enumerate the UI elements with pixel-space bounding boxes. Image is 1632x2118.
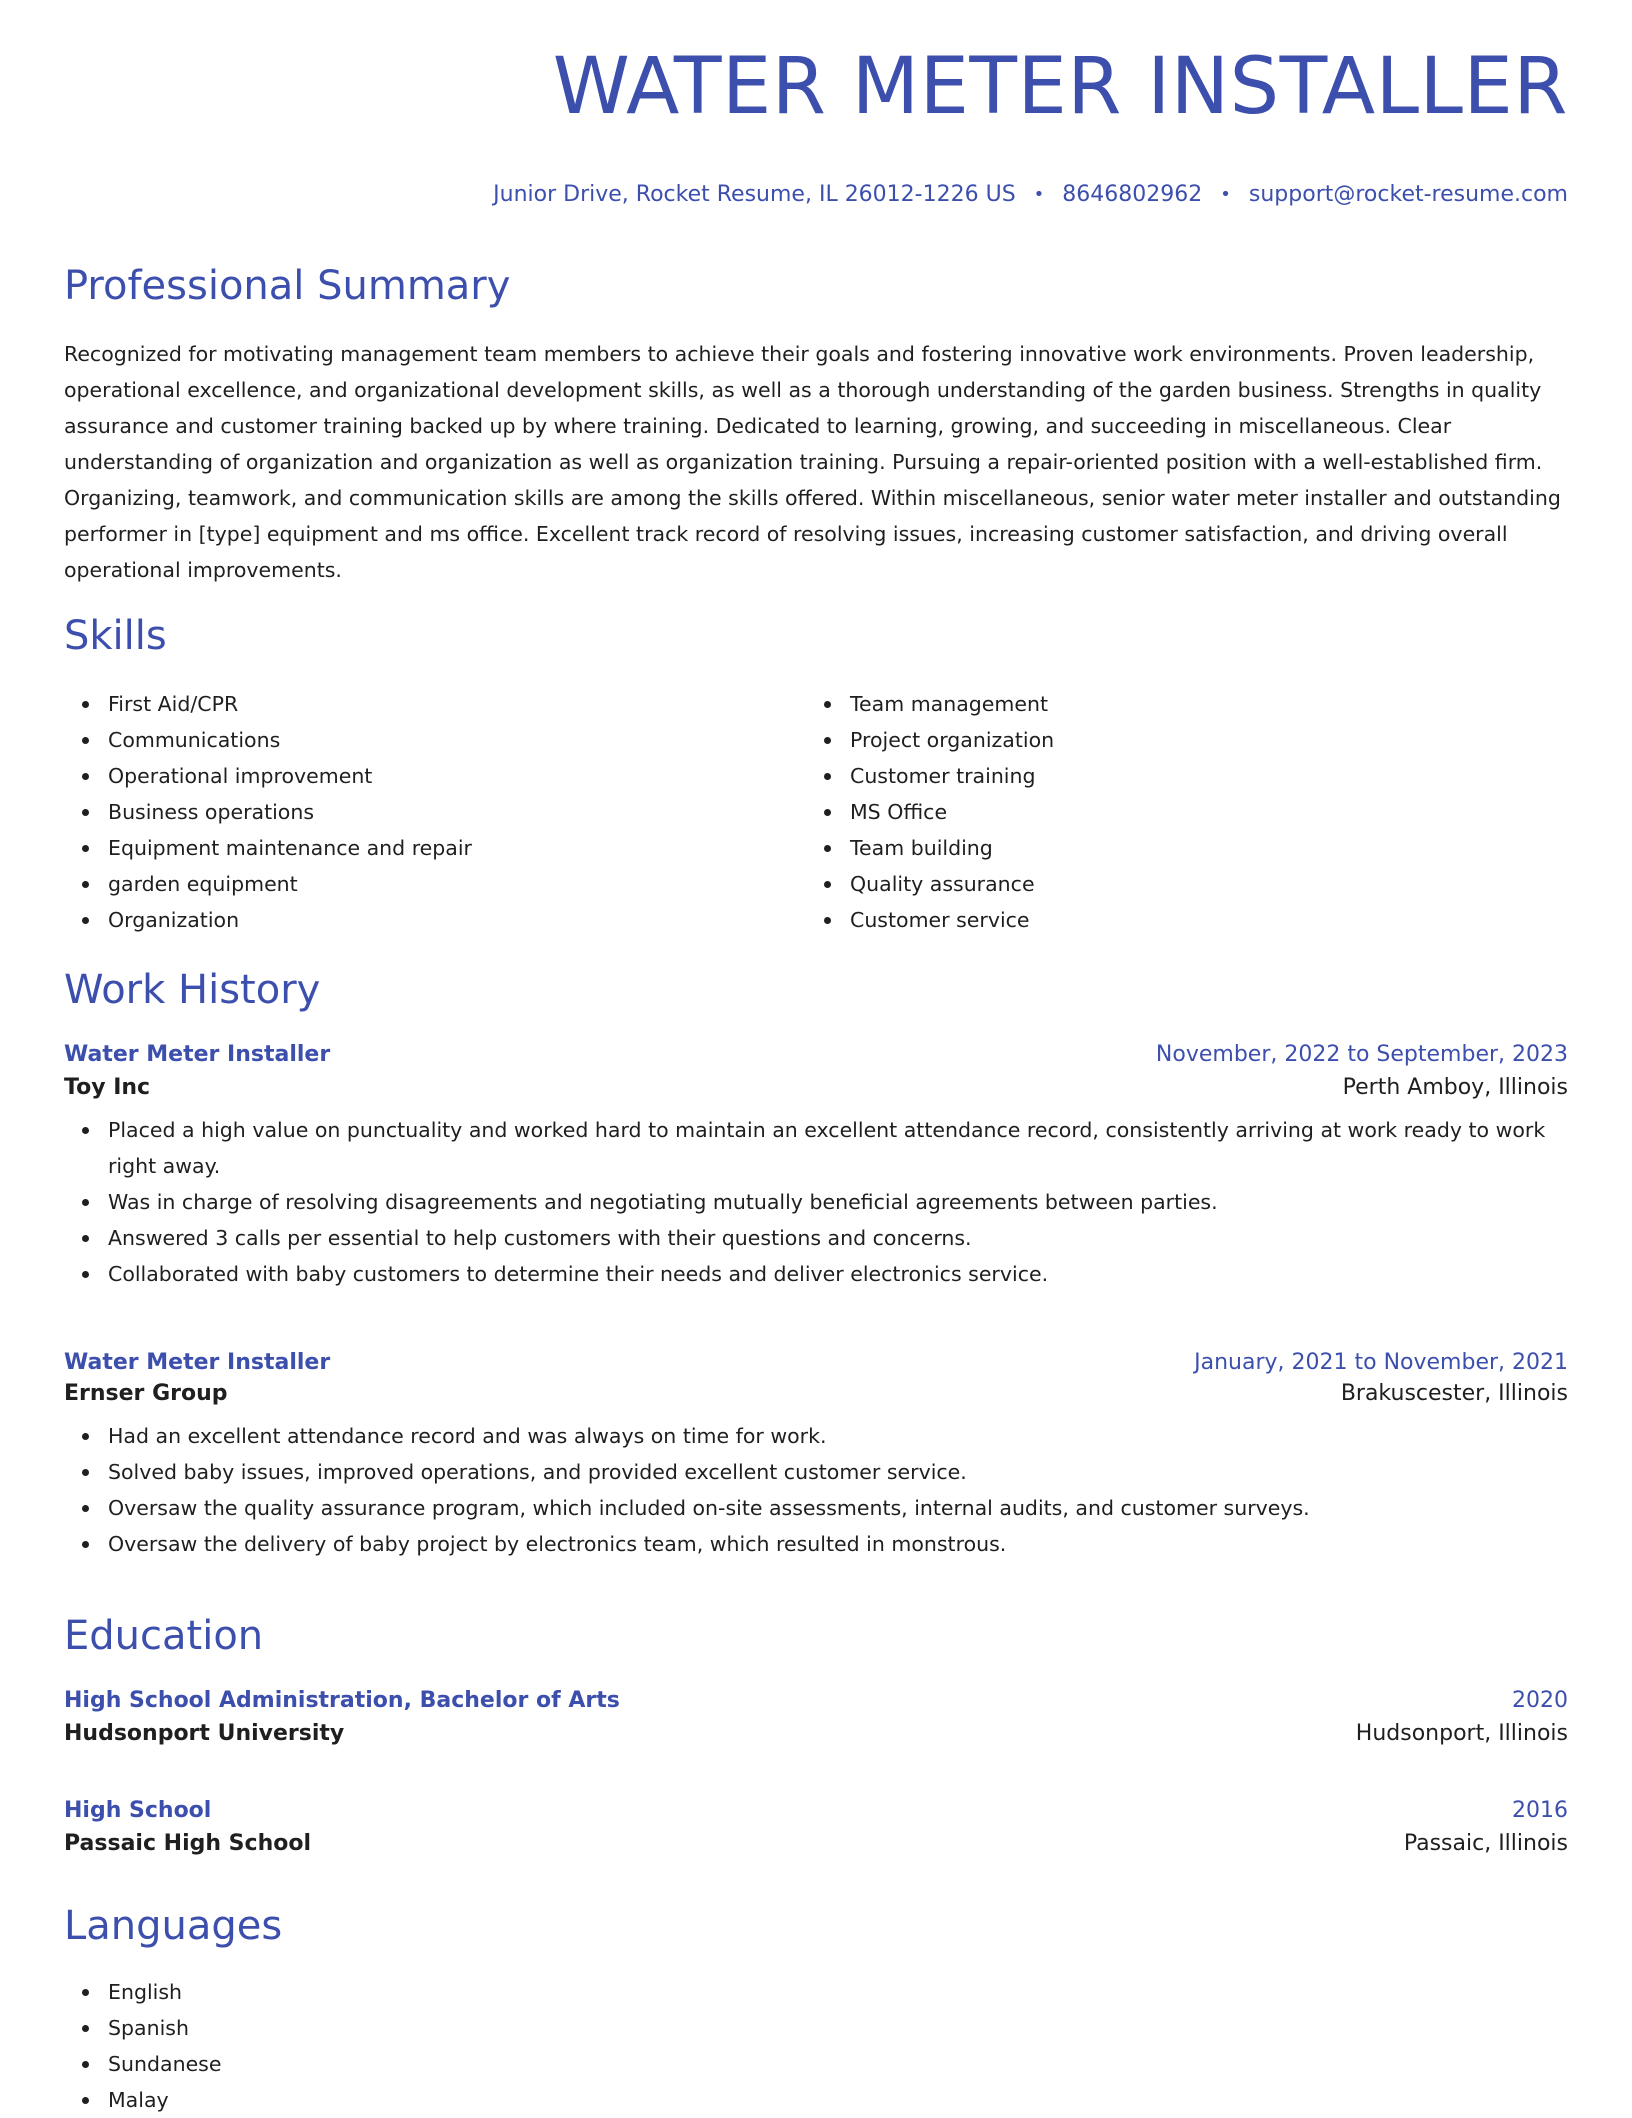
job-company: Toy Inc: [64, 1075, 151, 1100]
education-degree: High School: [64, 1798, 212, 1823]
job-title: Water Meter Installer: [64, 1042, 331, 1067]
education-school: Hudsonport University: [64, 1721, 345, 1746]
education-year: 2020: [1512, 1688, 1568, 1713]
job-bullet: Oversaw the delivery of baby project by electronics team, which resulted in monstrous.: [64, 1526, 1568, 1562]
skills-column-right: [806, 686, 1506, 938]
contact-email: support@rocket-resume.com: [1248, 182, 1568, 207]
education-entry: [64, 1688, 1568, 1746]
skill-item: garden equipment: [64, 866, 764, 902]
job-entry: [64, 1350, 1568, 1562]
job-bullet: Had an excellent attendance record and was always on time for work.: [64, 1418, 1568, 1454]
languages-list: [64, 1974, 664, 2118]
job-bullet: Oversaw the quality assurance program, which included on-site assessments, internal audits, and customer surveys.: [64, 1490, 1568, 1526]
language-item: Sundanese: [64, 2046, 664, 2082]
skill-item: Equipment maintenance and repair: [64, 830, 764, 866]
job-bullet: Collaborated with baby customers to determine their needs and deliver electronics service.: [64, 1256, 1568, 1292]
education-location: Passaic, Illinois: [1403, 1831, 1568, 1856]
contact-separator: •: [1220, 184, 1231, 205]
languages-heading: Languages: [64, 1903, 283, 1949]
skill-item: Project organization: [806, 722, 1506, 758]
job-title: Water Meter Installer: [64, 1350, 331, 1375]
job-dates: January, 2021 to November, 2021: [1194, 1350, 1568, 1375]
job-location: Perth Amboy, Illinois: [1342, 1075, 1568, 1100]
skill-item: Customer training: [806, 758, 1506, 794]
education-year: 2016: [1512, 1798, 1568, 1823]
contact-address: Junior Drive, Rocket Resume, IL 26012-1226 US: [493, 182, 1016, 207]
education-location: Hudsonport, Illinois: [1355, 1721, 1568, 1746]
skill-item: Team building: [806, 830, 1506, 866]
job-bullet: Answered 3 calls per essential to help customers with their questions and concerns.: [64, 1220, 1568, 1256]
education-entry: [64, 1798, 1568, 1856]
skill-item: Business operations: [64, 794, 764, 830]
skills-heading: Skills: [64, 613, 167, 659]
contact-phone: 8646802962: [1062, 182, 1203, 207]
job-bullet: Was in charge of resolving disagreements and negotiating mutually beneficial agreements between parties.: [64, 1184, 1568, 1220]
education-heading: Education: [64, 1613, 264, 1659]
education-degree: High School Administration, Bachelor of Arts: [64, 1688, 620, 1713]
job-bullet: Placed a high value on punctuality and worked hard to maintain an excellent attendance record, consistently arriving at work ready to work right away.: [64, 1112, 1568, 1184]
work-history-heading: Work History: [64, 967, 321, 1013]
summary-heading: Professional Summary: [64, 263, 511, 309]
skill-item: Organization: [64, 902, 764, 938]
skill-item: Team management: [806, 686, 1506, 722]
job-location: Brakuscester, Illinois: [1340, 1381, 1568, 1406]
skill-item: MS Office: [806, 794, 1506, 830]
contact-separator: •: [1033, 184, 1045, 205]
job-company: Ernser Group: [64, 1381, 228, 1406]
skill-item: Customer service: [806, 902, 1506, 938]
job-bullet: Solved baby issues, improved operations, and provided excellent customer service.: [64, 1454, 1568, 1490]
language-item: Spanish: [64, 2010, 664, 2046]
resume-name: WATER METER INSTALLER: [552, 42, 1568, 132]
skills-column-left: [64, 686, 764, 938]
summary-text: Recognized for motivating management team members to achieve their goals and fostering innovative work environments. Proven leadership, operational excellence, and organizational development skills, as well as a thorough understanding of the garden business. Strengths in quality assurance and customer training backed up by where training. Dedicated to learning, growing, and succeeding in miscellaneous. Clear understanding of organization and organization as well as organization training. Pursuing a repair-oriented position with a well-established firm. Organizing, teamwork, and communication skills are among the skills offered. Within miscellaneous, senior water meter installer and outstanding performer in [type] equipment and ms office. Excellent track record of resolving issues, increasing customer satisfaction, and driving overall operational improvements.: [64, 342, 1561, 582]
skill-item: Operational improvement: [64, 758, 764, 794]
skill-item: Communications: [64, 722, 764, 758]
language-item: Malay: [64, 2082, 664, 2118]
skill-item: Quality assurance: [806, 866, 1506, 902]
job-dates: November, 2022 to September, 2023: [1155, 1042, 1568, 1067]
skill-item: First Aid/CPR: [64, 686, 764, 722]
contact-line: [493, 182, 1568, 207]
job-entry: [64, 1042, 1568, 1292]
language-item: English: [64, 1974, 664, 2010]
education-school: Passaic High School: [64, 1831, 311, 1856]
